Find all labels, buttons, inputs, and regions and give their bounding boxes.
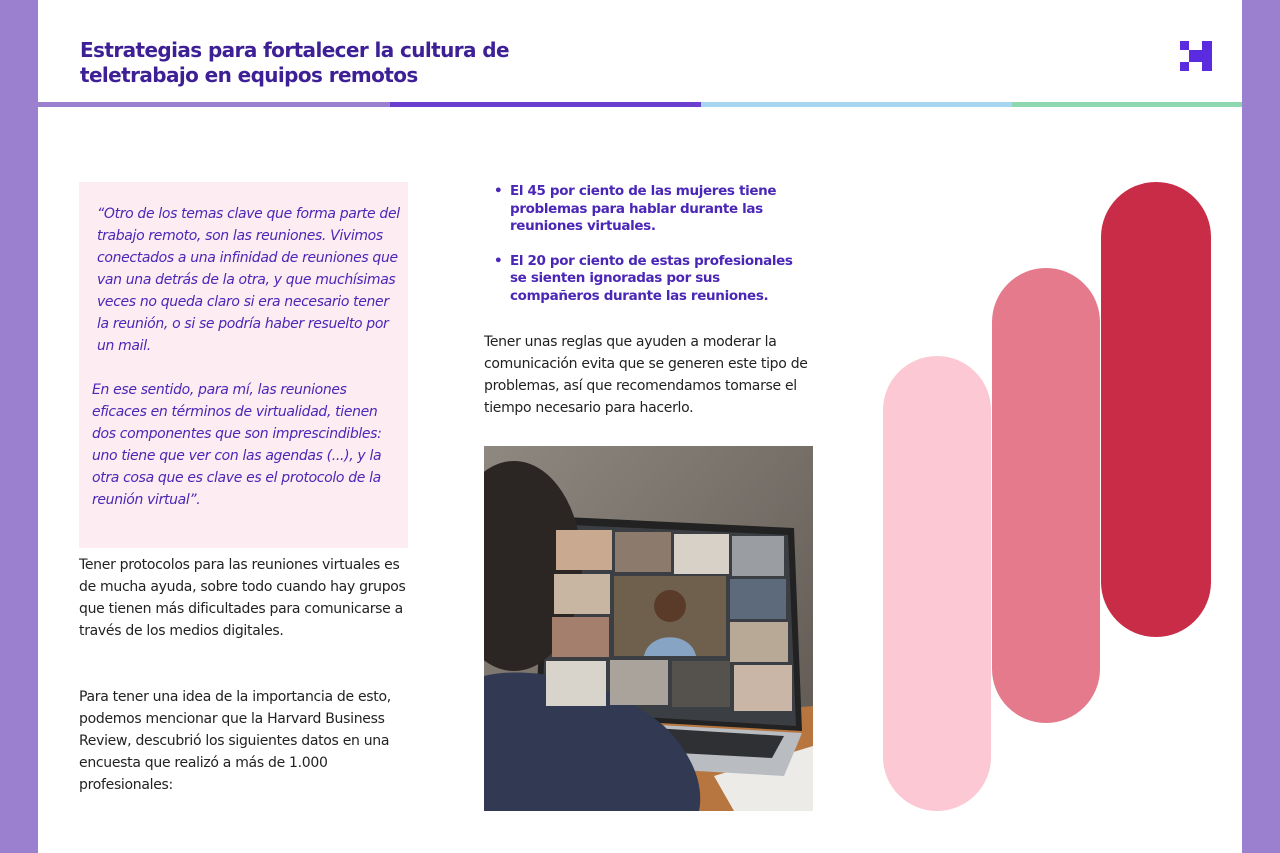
header-rule-4 — [1012, 102, 1242, 107]
bullet-icon: • — [494, 183, 503, 199]
quote-box — [79, 182, 408, 548]
header-rule-1 — [38, 102, 390, 107]
body-paragraph: Tener protocolos para las reuniones virtuales es de mucha ayuda, sobre todo cuando hay grupos que tienen más dificultades para comunicarse a través de los medios digitales. — [79, 557, 406, 639]
quote-paragraph: En ese sentido, para mí, las reuniones eficaces en términos de virtualidad, tienen dos componentes que son imprescindibles: uno tiene que ver con las agendas (...), y la otra cosa que es clave es el protocolo de la reunión virtual”. — [92, 382, 382, 508]
body-paragraph: Para tener una idea de la importancia de esto, podemos mencionar que la Harvard Business Review, descubrió los siguientes datos en una encuesta que realizó a más de 1.000 profesionales: — [79, 689, 391, 793]
video-call-photo — [484, 446, 813, 811]
list-item-text: El 45 por ciento de las mujeres tiene problemas para hablar durante las reuniones virtuales. — [510, 183, 777, 234]
header-rule-3 — [701, 102, 1012, 107]
quote-paragraph: “Otro de los temas clave que forma parte del trabajo remoto, son las reuniones. Vivimos conectados a una infinidad de reuniones que van una detrás de la otra, y que muchísimas veces no queda claro si era necesario tener la reunión, o si se podría haber resuelto por un mail. — [97, 206, 400, 354]
body-paragraph: Tener unas reglas que ayuden a moderar la comunicación evita que se generen este tipo de problemas, así que recomendamos tomarse el tiempo necesario para hacerlo. — [484, 334, 808, 416]
bullet-icon: • — [494, 252, 503, 269]
header-rule-2 — [390, 102, 701, 107]
document-page — [38, 0, 1242, 853]
statistics-list — [494, 183, 794, 322]
list-item-text: El 20 por ciento de estas profesionales se sienten ignoradas por sus compañeros durante las reuniones. — [510, 252, 793, 304]
list-item — [494, 253, 794, 306]
decorative-pills — [882, 180, 1212, 817]
page-title: Estrategias para fortalecer la cultura de teletrabajo en equipos remotos — [80, 38, 509, 87]
list-item — [494, 183, 794, 236]
h-pixel-logo-icon — [1180, 41, 1212, 71]
